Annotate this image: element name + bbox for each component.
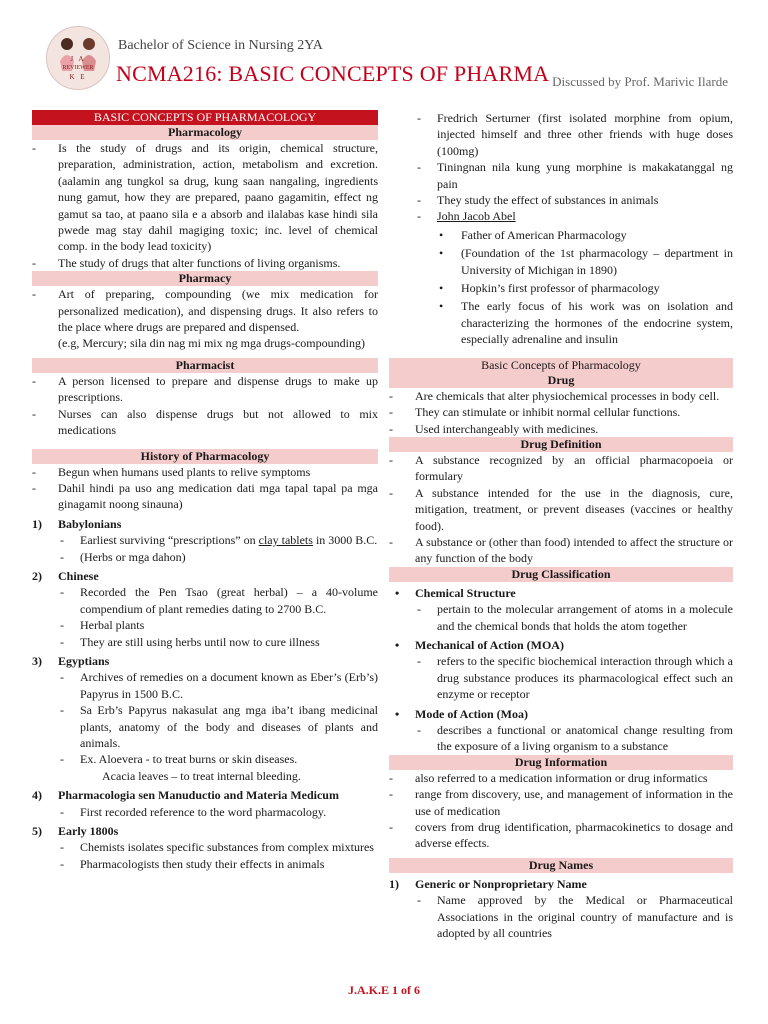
logo-text-bottom: K E [69,73,87,81]
bullet-item: • Father of American Pharmacology [439,227,627,242]
list-item: - Is the study of drugs and its origin, chemical structure, preparation, administration, action, metabolism and excretion. (aalamin ang tungkol sa drug, kung saan nangaling, ingredients nung gamut, how they are prepared, paano gagamitin, effect ng gamut sa tao, at paano sila e a absorb and ilalabas kase hindi sila pwede mag stay dahil magiging toxic; inc. level of chemical comp. in the body lead toxicity) [32,141,378,254]
section-heading-drug-classification: Drug Classification [389,567,733,582]
page-footer: J.A.K.E 1 of 6 [348,983,420,997]
list-item: - John Jacob Abel [417,209,516,224]
list-item: - Archives of remedies on a document known as Eber’s (Erb’s) Papyrus in 1500 B.C. [60,670,378,701]
classification-mode-of-action: • Mode of Action (Moa) [395,706,528,721]
logo-text-mid: REVIEWER [62,65,94,71]
page-title: NCMA216: BASIC CONCEPTS OF PHARMA [116,61,550,86]
classification-moa: • Mechanical of Action (MOA) [395,637,564,652]
list-item: - They can stimulate or inhibit normal cellular functions. [389,405,681,420]
list-item: - Name approved by the Medical or Pharmaceutical Associations in the original country of manufacture and is adopted by all countries [417,893,733,941]
section-heading-history: History of Pharmacology [32,449,378,464]
section-heading-drug: Drug [389,373,733,388]
list-item: - also referred to a medication information or drug informatics [389,770,708,785]
list-item: - pertain to the molecular arrangement of atoms in a molecule and the chemical bonds that holds the atom together [417,602,733,633]
list-item: - Chemists isolates specific substances from complex mixtures [60,840,374,855]
list-item: - First recorded reference to the word pharmacology. [60,804,327,819]
list-item: - They are still using herbs until now to cure illness [60,634,320,649]
history-pharmacologia: 4) Pharmacologia sen Manuductio and Materia Medicum [32,788,339,803]
list-item: - describes a functional or anatomical change resulting from the exposure of a living organism to a substance [417,723,733,754]
section-heading-pharmacology: Pharmacology [32,125,378,140]
list-item: - Art of preparing, compounding (we mix medication for personalized medication), and dispensing drugs. It also refers to the place where drugs are prepared and dispensed. [32,287,378,335]
history-egyptians: 3) Egyptians [32,653,110,668]
bullet-item: • (Foundation of the 1st pharmacology – department in University of Michigan in 1890) [439,246,733,277]
bullet-item: • Hopkin’s first professor of pharmacology [439,281,660,296]
section-heading-drug-definition: Drug Definition [389,437,733,452]
section-heading-pharmacist: Pharmacist [32,358,378,373]
list-item: - Are chemicals that alter physiochemical processes in body cell. [389,388,720,403]
list-item: - Ex. Aloevera - to treat burns or skin diseases. [60,752,298,767]
course-name: Bachelor of Science in Nursing 2YA [118,38,323,53]
list-item: - Sa Erb’s Papyrus nakasulat ang mga iba’t ibang medicinal plants, anatomy of the body and diseases of plants and animals. [60,703,378,750]
list-item: - A substance recognized by an official pharmacopoeia or formulary [389,452,733,484]
history-chinese: 2) Chinese [32,568,99,583]
list-item: - Earliest surviving “prescriptions” on clay tablets in 3000 B.C. [60,533,378,548]
history-early-1800s: 5) Early 1800s [32,824,119,839]
list-item: - Used interchangeably with medicines. [389,421,599,436]
list-item: - Tiningnan nila kung yung morphine is makakatanggal ng pain [417,160,733,191]
note-text: (e.g, Mercury; sila din nag mi mix ng mga drugs-compounding) [58,336,365,351]
section-heading-pharmacy: Pharmacy [32,271,378,286]
section-heading-drug-information: Drug Information [389,755,733,770]
list-item: - Nurses can also dispense drugs but not allowed to mix medications [32,406,378,438]
classification-chemical-structure: • Chemical Structure [395,585,516,600]
list-item: - They study the effect of substances in animals [417,193,659,208]
list-item: - Herbal plants [60,618,145,633]
list-item: - refers to the specific biochemical interaction through which a drug substance produces its pharmacological effect such an enzyme or receptor [417,654,733,702]
section-heading-main: BASIC CONCEPTS OF PHARMACOLOGY [32,110,378,125]
section-heading-drug-names: Drug Names [389,858,733,873]
list-item: - (Herbs or mga dahon) [60,549,186,564]
right-column [389,110,733,941]
list-item: - Pharmacologists then study their effects in animals [60,856,325,871]
drug-names-generic: 1) Generic or Nonproprietary Name [389,876,587,891]
list-item-continued: Acacia leaves – to treat internal bleeding. [102,768,301,783]
list-item: - The study of drugs that alter functions of living organisms. [32,255,341,270]
list-item: - Recorded the Pen Tsao (great herbal) – a 40-volume compendium of plant remedies dating to 2700 B.C. [60,585,378,616]
list-item: - range from discovery, use, and management of information in the use of medication [389,787,733,818]
logo-text-top: J A [70,55,86,63]
reviewer-logo [46,26,110,90]
list-item: - Fredrich Serturner (first isolated morphine from opium, injected himself and three other friends with huge doses (100mg) [417,111,733,158]
bullet-item: • The early focus of his work was on isolation and characterizing the hormones of the endocrine system, especially adrenaline and insulin [439,299,733,347]
list-item: - Dahil hindi pa uso ang medication dati mga tapal tapal pa mga ginagamit noong sinauna) [32,480,378,512]
list-item: - A substance intended for the use in the diagnosis, cure, mitigation, treatment, or prevent diseases (vaccines or healthy food). [389,485,733,533]
page-header [0,0,768,100]
history-babylonians: 1) Babylonians [32,516,122,531]
list-item: - covers from drug identification, pharmacokinetics to dosage and adverse effects. [389,820,733,851]
list-item: - Begun when humans used plants to relive symptoms [32,464,311,479]
professor-credit: Discussed by Prof. Marivic Ilarde [552,74,728,89]
list-item: - A substance or (other than food) intended to affect the structure or any function of the body [389,534,733,566]
list-item: - A person licensed to prepare and dispense drugs to make up prescriptions. [32,373,378,405]
section-heading-concepts: Basic Concepts of Pharmacology [389,358,733,373]
left-column [32,110,378,872]
